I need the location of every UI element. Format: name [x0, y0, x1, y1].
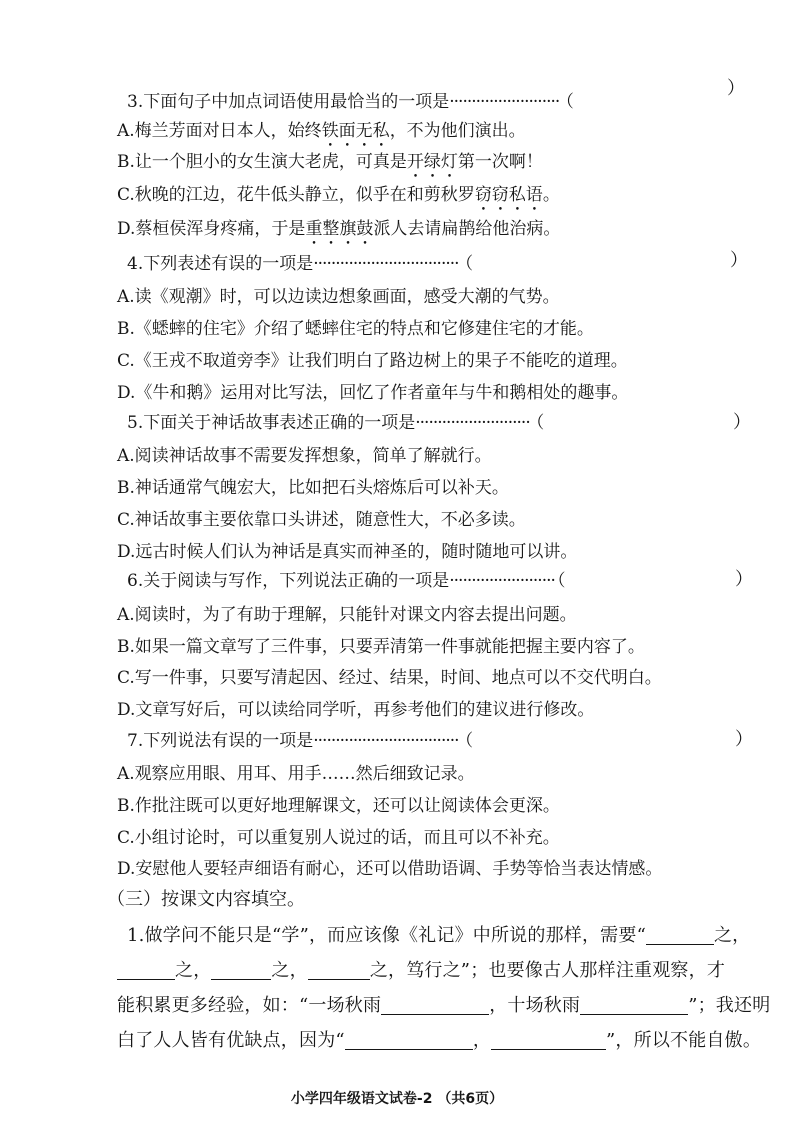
- answer-blank[interactable]: [381, 994, 489, 1015]
- fill-line-1: 1.做学问不能只是“学”，而应该像《礼记》中所说的那样，需要“ 之，: [127, 925, 751, 946]
- q7-option-c: C.小组讨论时，可以重复别人说过的话，而且可以不补充。: [117, 828, 560, 848]
- question-3-stem: [127, 89, 574, 115]
- q4-option-b: B.《蟋蟀的住宅》介绍了蟋蟀住宅的特点和它修建住宅的才能。: [117, 319, 594, 339]
- section-3-title: （三）按课文内容填空。: [107, 889, 305, 910]
- q6-option-d: D.文章写好后，可以读给同学听，再参考他们的建议进行修改。: [117, 700, 595, 720]
- answer-paren-open: （: [565, 92, 574, 112]
- question-3-text: 3.下面句子中加点词语使用最恰当的一项是: [127, 92, 450, 112]
- q6-option-a: A.阅读时，为了有助于理解，只能针对课文内容去提出问题。: [117, 605, 577, 625]
- question-6-text: 6.关于阅读与写作，下列说法正确的一项是: [127, 571, 450, 591]
- q3-option-c: C.秋晚的江边，花牛低头静立，似乎在和剪秋罗窃窃私语。: [117, 185, 560, 205]
- q6-option-c: C.写一件事，只要写清起因、经过、结果，时间、地点可以不交代明白。: [117, 668, 662, 688]
- emphasized-phrase: 重整旗鼓: [305, 219, 374, 239]
- emphasized-phrase: 窃窃私语: [474, 185, 543, 205]
- q7-option-a: A.观察应用眼、用耳、用手……然后细致记录。: [117, 764, 475, 784]
- answer-paren-close: ）: [735, 729, 753, 750]
- answer-paren-close: ）: [733, 412, 751, 433]
- q5-option-b: B.神话通常气魄宏大，比如把石头熔炼后可以补天。: [117, 478, 509, 498]
- q5-option-c: C.神话故事主要依靠口头讲述，随意性大，不必多读。: [117, 510, 526, 530]
- question-5-stem: [127, 410, 544, 436]
- fill-line-4: 白了人人皆有优缺点，因为“ ， ”，所以不能自傲。: [117, 1030, 762, 1051]
- answer-paren-open: （: [464, 731, 474, 751]
- leader-dots: ·························: [449, 92, 560, 112]
- question-5-text: 5.下面关于神话故事表述正确的一项是: [127, 413, 416, 433]
- q7-option-b: B.作批注既可以更好地理解课文，还可以让阅读体会更深。: [117, 796, 560, 816]
- q6-option-b: B.如果一篇文章写了三件事，只要弄清第一件事就能把握主要内容了。: [117, 637, 645, 657]
- leader-dots: ··························: [415, 413, 530, 433]
- q5-option-a: A.阅读神话故事不需要发挥想象，简单了解就行。: [117, 446, 492, 466]
- answer-blank[interactable]: [580, 994, 688, 1015]
- q7-option-d: D.安慰他人要轻声细语有耐心，还可以借助语调、手势等恰当表达情感。: [117, 859, 663, 879]
- fill-line-2: 之， 之， 之，笃行之”；也要像古人那样注重观察，才: [117, 958, 757, 984]
- leader-dots: ························: [449, 571, 555, 591]
- leader-dots: ·································: [313, 731, 459, 751]
- answer-paren-close: ）: [735, 569, 753, 590]
- question-4-text: 4.下列表述有误的一项是: [127, 254, 314, 274]
- leader-dots: ·································: [313, 254, 459, 274]
- question-7-text: 7.下列说法有误的一项是: [127, 731, 314, 751]
- answer-blank[interactable]: [308, 959, 370, 980]
- answer-paren-open: （: [535, 413, 545, 433]
- q3-option-a: A.梅兰芳面对日本人，始终铁面无私，不为他们演出。: [117, 121, 526, 141]
- question-7-stem: [127, 728, 473, 754]
- answer-blank[interactable]: [117, 959, 175, 980]
- fill-line-3: 能积累更多经验，如：“一场秋雨 ，十场秋雨 ”；我还明: [117, 995, 771, 1016]
- q5-option-d: D.远古时候人们认为神话是真实而神圣的，随时随地可以讲。: [117, 542, 578, 562]
- answer-blank[interactable]: [211, 959, 271, 980]
- question-4-stem: [127, 251, 473, 277]
- q3-option-d: D.蔡桓侯浑身疼痛，于是重整旗鼓派人去请扁鹊给他治病。: [117, 219, 561, 239]
- page-footer: 小学四年级语文试卷-2 （共6页）: [290, 1091, 504, 1107]
- answer-paren-open: （: [556, 571, 566, 591]
- answer-blank[interactable]: [491, 1029, 606, 1050]
- q4-option-a: A.读《观潮》时，可以边读边想象画面，感受大潮的气势。: [117, 287, 560, 307]
- answer-paren-open: （: [464, 254, 474, 274]
- q3-option-b: B.让一个胆小的女生演大老虎，可真是开绿灯第一次啊！: [117, 152, 543, 172]
- answer-blank[interactable]: [646, 924, 714, 945]
- q4-option-c: C.《王戎不取道旁李》让我们明白了路边树上的果子不能吃的道理。: [117, 351, 628, 371]
- answer-paren-close: ）: [727, 78, 745, 99]
- emphasized-phrase: 开绿灯: [406, 152, 458, 172]
- question-6-stem: [127, 568, 565, 594]
- answer-paren-close: ）: [730, 250, 748, 271]
- emphasized-phrase: 铁面无私: [321, 121, 390, 141]
- answer-blank[interactable]: [345, 1029, 473, 1050]
- q4-option-d: D.《牛和鹅》运用对比写法，回忆了作者童年与牛和鹅相处的趣事。: [117, 383, 629, 403]
